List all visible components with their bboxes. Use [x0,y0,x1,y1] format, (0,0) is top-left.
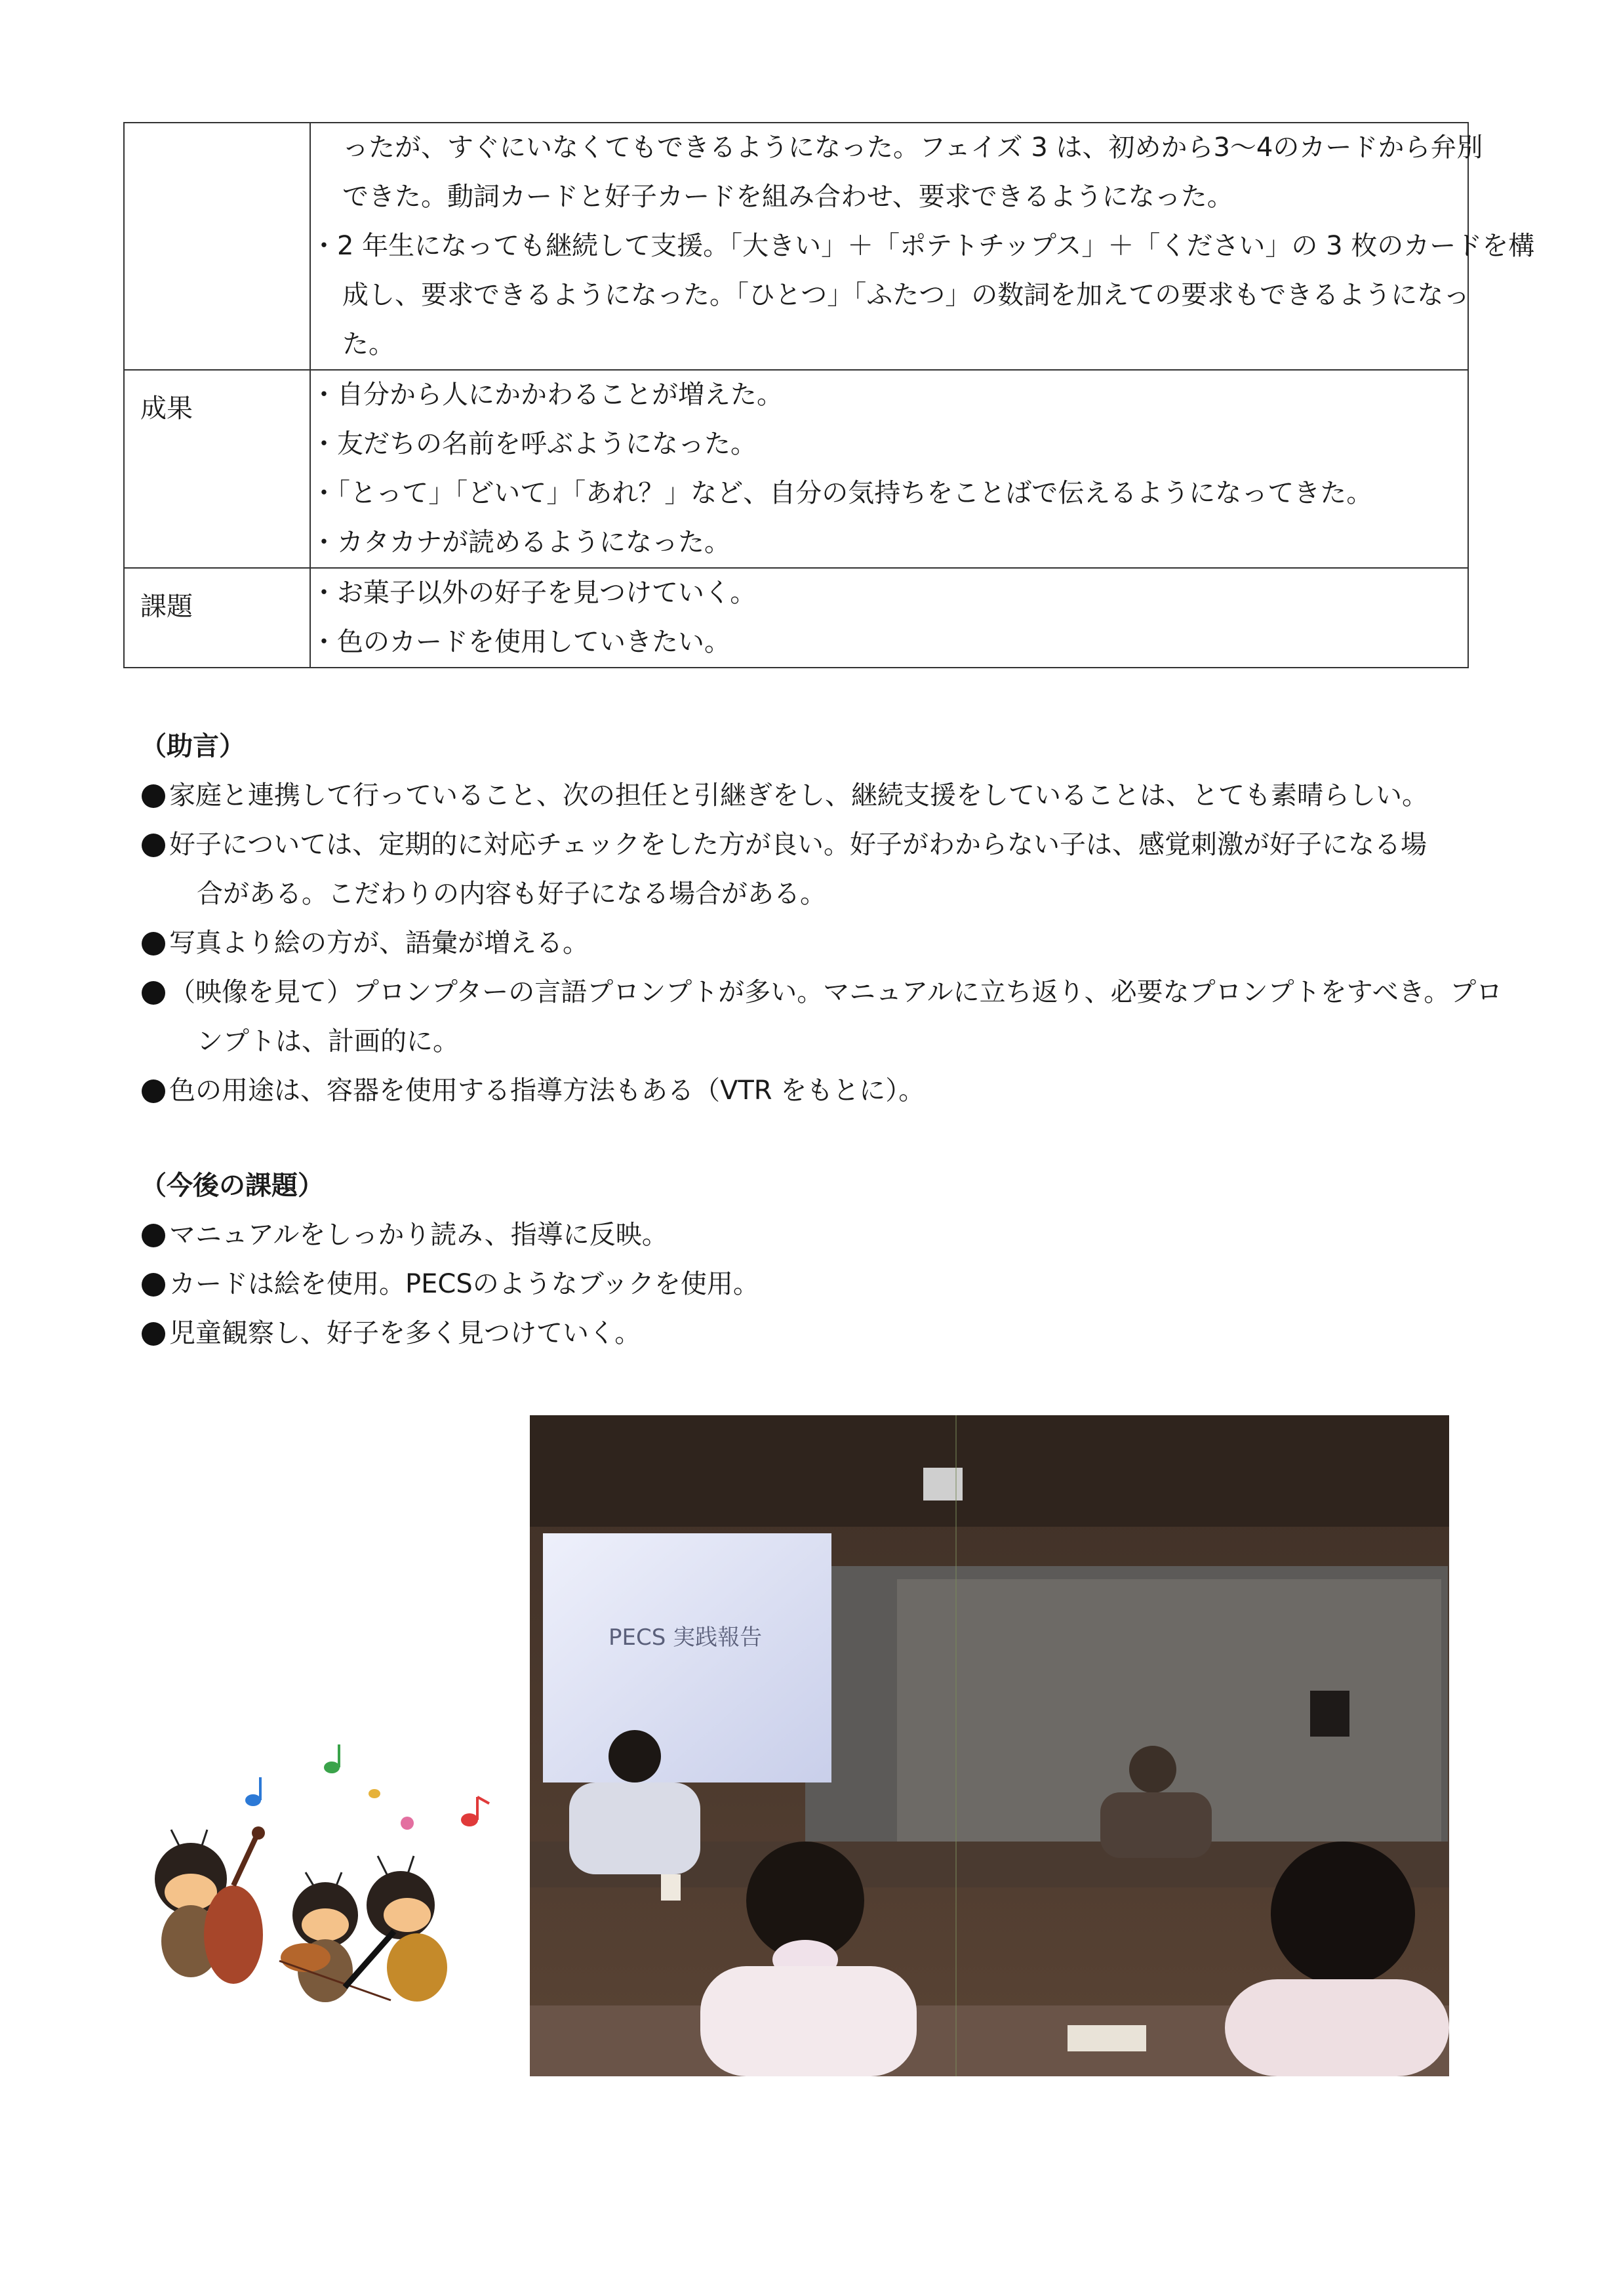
bug-musicians-illustration [142,1725,535,2026]
list-item: （映像を見て）プロンプターの言語プロンプトが多い。マニュアルに立ち返り、必要なプロンプトをすべき。プロ ンプトは、計画的に。 [140,968,1478,1066]
report-table [123,122,1535,668]
row-label-cell [124,123,310,370]
row-label-results: 成果 [140,393,193,424]
seminar-photo-graphic [530,1415,1449,2076]
row-body-cell [310,370,1468,568]
list-item: カードは絵を使用。PECSのようなブックを使用。 [140,1260,1478,1309]
text-line: できた。動詞カードと好子カードを組み合わせ、要求できるようになった。 [342,182,1233,212]
bullet-dot-icon [142,784,165,808]
advice-section [140,721,1503,1116]
list-item: 家庭と連携して行っていること、次の担任と引継ぎをし、継続支援をしていることは、とても素晴らしい。 [140,771,1478,820]
table-row [124,370,1468,568]
table-row [124,568,1468,668]
text-line: ・「とって」「どいて」「あれ？」など、自分の気持ちをことばで伝えるようになってきた。 [311,478,1373,508]
text-line: ったが、すぐにいなくてもできるようになった。フェイズ 3 は、初めから3～4のカードから弁別 [342,132,1483,163]
row-label-issues: 課題 [140,592,193,622]
bullet-dot-icon [142,1322,165,1346]
text-line: ・色のカードを使用していきたい。 [311,627,730,657]
bullet-dot-icon [142,1273,165,1297]
text-line: ・友だちの名前を呼ぶようになった。 [311,429,757,459]
bullet-dot-icon [142,1224,165,1247]
bug-musician-clarinet-icon [345,1856,447,2002]
screen-title: PECS 実践報告 [609,1624,763,1651]
advice-heading: （助言） [140,731,245,761]
text-line: 成し、要求できるようになった。「ひとつ」「ふたつ」の数詞を加えての要求もできるようになっ [342,280,1470,310]
row-label-cell [124,568,310,668]
list-item: 色の用途は、容器を使用する指導方法もある（VTR をもとに）。 [140,1066,1478,1116]
list-item: 児童観察し、好子を多く見つけていく。 [140,1309,1478,1358]
bullet-dot-icon [142,932,165,956]
list-item: 写真より絵の方が、語彙が増える。 [140,919,1478,968]
text-line: ・カタカナが読めるようになった。 [311,527,730,557]
row-body-cell [310,123,1535,370]
row-label-cell [124,370,310,568]
row-label [125,123,309,136]
music-note-icon [245,1744,489,1830]
future-tasks-section [140,1161,1478,1358]
row-body-cell [310,568,1468,668]
future-heading: （今後の課題） [140,1171,324,1201]
list-item: マニュアルをしっかり読み、指導に反映。 [140,1211,1478,1260]
list-item: 好子については、定期的に対応チェックをした方が良い。好子がわからない子は、感覚刺激が好子になる場 合がある。こだわりの内容も好子になる場合がある。 [140,820,1478,919]
text-line: た。 [342,329,395,359]
bug-musician-cello-icon [155,1826,265,1984]
bullet-dot-icon [142,981,165,1005]
table-row [124,123,1468,370]
text-line: ・2 年生になっても継続して支援。「大きい」＋「ポテトチップス」＋「ください」の 3 枚のカードを構 [311,231,1535,261]
projection-screen [543,1533,831,1782]
bullet-dot-icon [142,834,165,857]
text-line: ・お菓子以外の好子を見つけていく。 [311,578,757,608]
text-line: ・自分から人にかかわることが増えた。 [311,380,783,410]
bullet-dot-icon [142,1079,165,1103]
seminar-photo [530,1415,1449,2076]
